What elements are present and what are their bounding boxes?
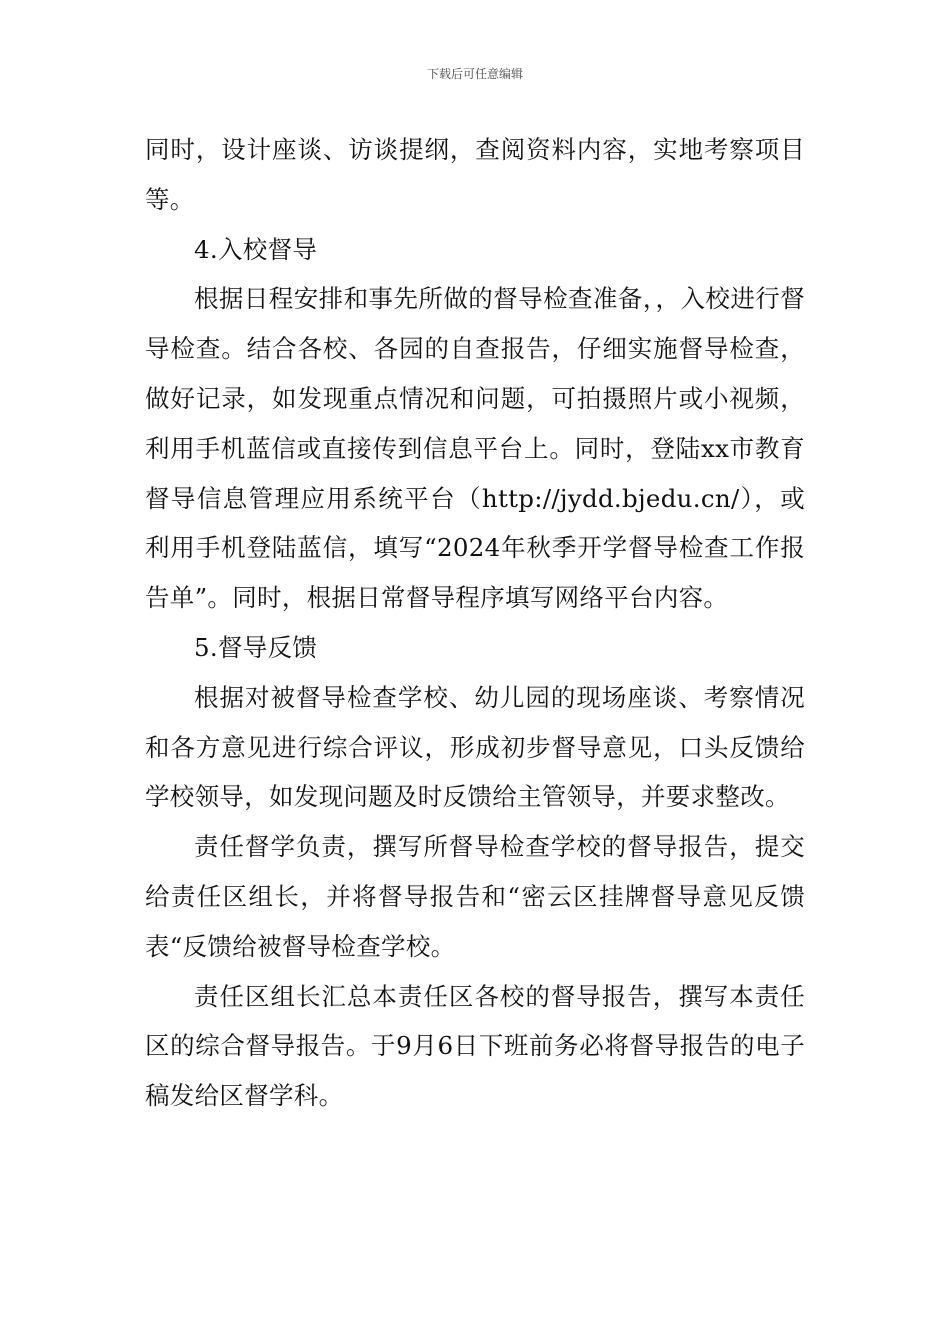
document-body [145,125,805,1121]
paragraph-responsible-supervisor: 责任督学负责，撰写所督导检查学校的督导报告，提交给责任区组长，并将督导报告和“密云区挂牌督导意见反馈表“反馈给被督导检查学校。 [145,832,805,961]
paragraph-district-leader: 责任区组长汇总本责任区各校的督导报告，撰写本责任区的综合督导报告。于9月6日下班前务必将督导报告的电子稿发给区督学科。 [145,981,805,1111]
page-header: 下载后可任意编辑 [426,67,523,81]
section-heading-school-supervision: 4.入校督导 [194,234,318,264]
paragraph-continuation: 同时，设计座谈、访谈提纲，查阅资料内容，实地考察项目等。 [145,135,805,214]
paragraph-school-supervision: 根据日程安排和事先所做的督导检查准备，，入校进行督导检查。结合各校、各园的自查报告，仔细实施督导检查，做好记录，如发现重点情况和问题，可拍摄照片或小视频，利用手机蓝信或直接传到信息平台上。同时，登陆xx市教育督导信息管理应用系统平台（http://jydd.bjedu.cn/），或利用手机登陆蓝信，填写“2024年秋季开学督导检查工作报告单”。同时，根据日常督导程序填写网络平台内容。 [145,284,805,613]
paragraph-feedback: 根据对被督导检查学校、幼儿园的现场座谈、考察情况和各方意见进行综合评议，形成初步督导意见，口头反馈给学校领导，如发现问题及时反馈给主管领导，并要求整改。 [145,682,805,812]
section-heading-feedback: 5.督导反馈 [194,632,318,662]
